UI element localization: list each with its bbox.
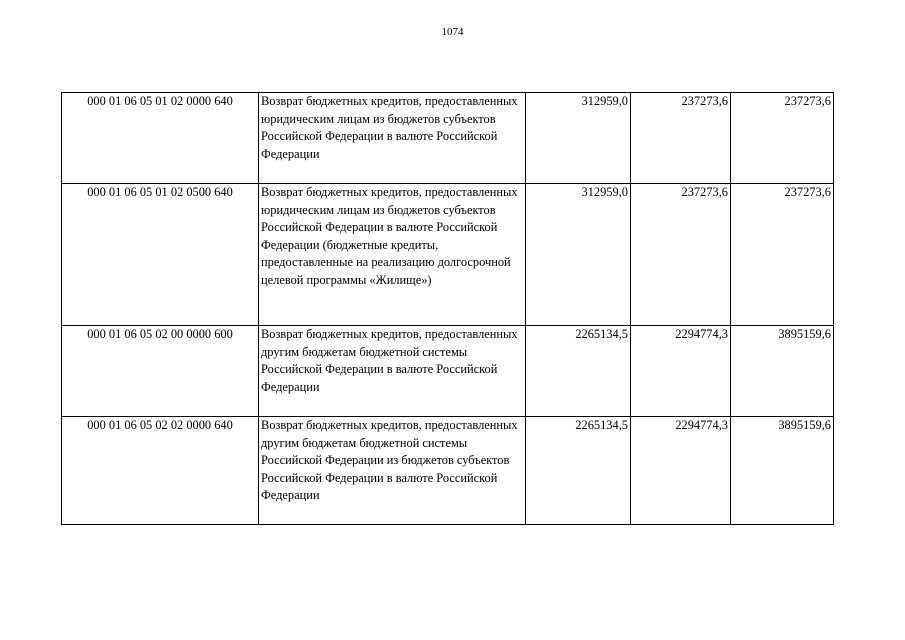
amount-cell-1: 2265134,5 xyxy=(526,417,631,525)
amount-cell-2: 237273,6 xyxy=(631,93,731,184)
description-cell: Возврат бюджетных кредитов, предоставленных другим бюджетам бюджетной системы Российской Федерации из бюджетов субъектов Российской Федерации в валюте Российской Федерации xyxy=(259,417,526,525)
table-row xyxy=(62,417,834,525)
amount-cell-3: 237273,6 xyxy=(731,93,834,184)
amount-cell-3: 3895159,6 xyxy=(731,326,834,417)
budget-code-cell: 000 01 06 05 02 00 0000 600 xyxy=(62,326,259,417)
amount-cell-3: 237273,6 xyxy=(731,184,834,326)
amount-cell-2: 2294774,3 xyxy=(631,326,731,417)
amount-cell-2: 2294774,3 xyxy=(631,417,731,525)
table-row xyxy=(62,93,834,184)
amount-cell-2: 237273,6 xyxy=(631,184,731,326)
description-cell: Возврат бюджетных кредитов, предоставленных другим бюджетам бюджетной системы Российской Федерации в валюте Российской Федерации xyxy=(259,326,526,417)
amount-cell-1: 2265134,5 xyxy=(526,326,631,417)
page-number: 1074 xyxy=(441,26,464,38)
table-row xyxy=(62,184,834,326)
budget-code-cell: 000 01 06 05 02 02 0000 640 xyxy=(62,417,259,525)
description-cell: Возврат бюджетных кредитов, предоставленных юридическим лицам из бюджетов субъектов Российской Федерации в валюте Российской Федерации (бюджетные кредиты, предоставленные на реализацию долгосрочной целевой программы «Жилище») xyxy=(259,184,526,326)
amount-cell-1: 312959,0 xyxy=(526,93,631,184)
table-row xyxy=(62,326,834,417)
description-cell: Возврат бюджетных кредитов, предоставленных юридическим лицам из бюджетов субъектов Российской Федерации в валюте Российской Федерации xyxy=(259,93,526,184)
amount-cell-1: 312959,0 xyxy=(526,184,631,326)
budget-table xyxy=(61,92,834,525)
budget-code-cell: 000 01 06 05 01 02 0000 640 xyxy=(62,93,259,184)
budget-code-cell: 000 01 06 05 01 02 0500 640 xyxy=(62,184,259,326)
amount-cell-3: 3895159,6 xyxy=(731,417,834,525)
